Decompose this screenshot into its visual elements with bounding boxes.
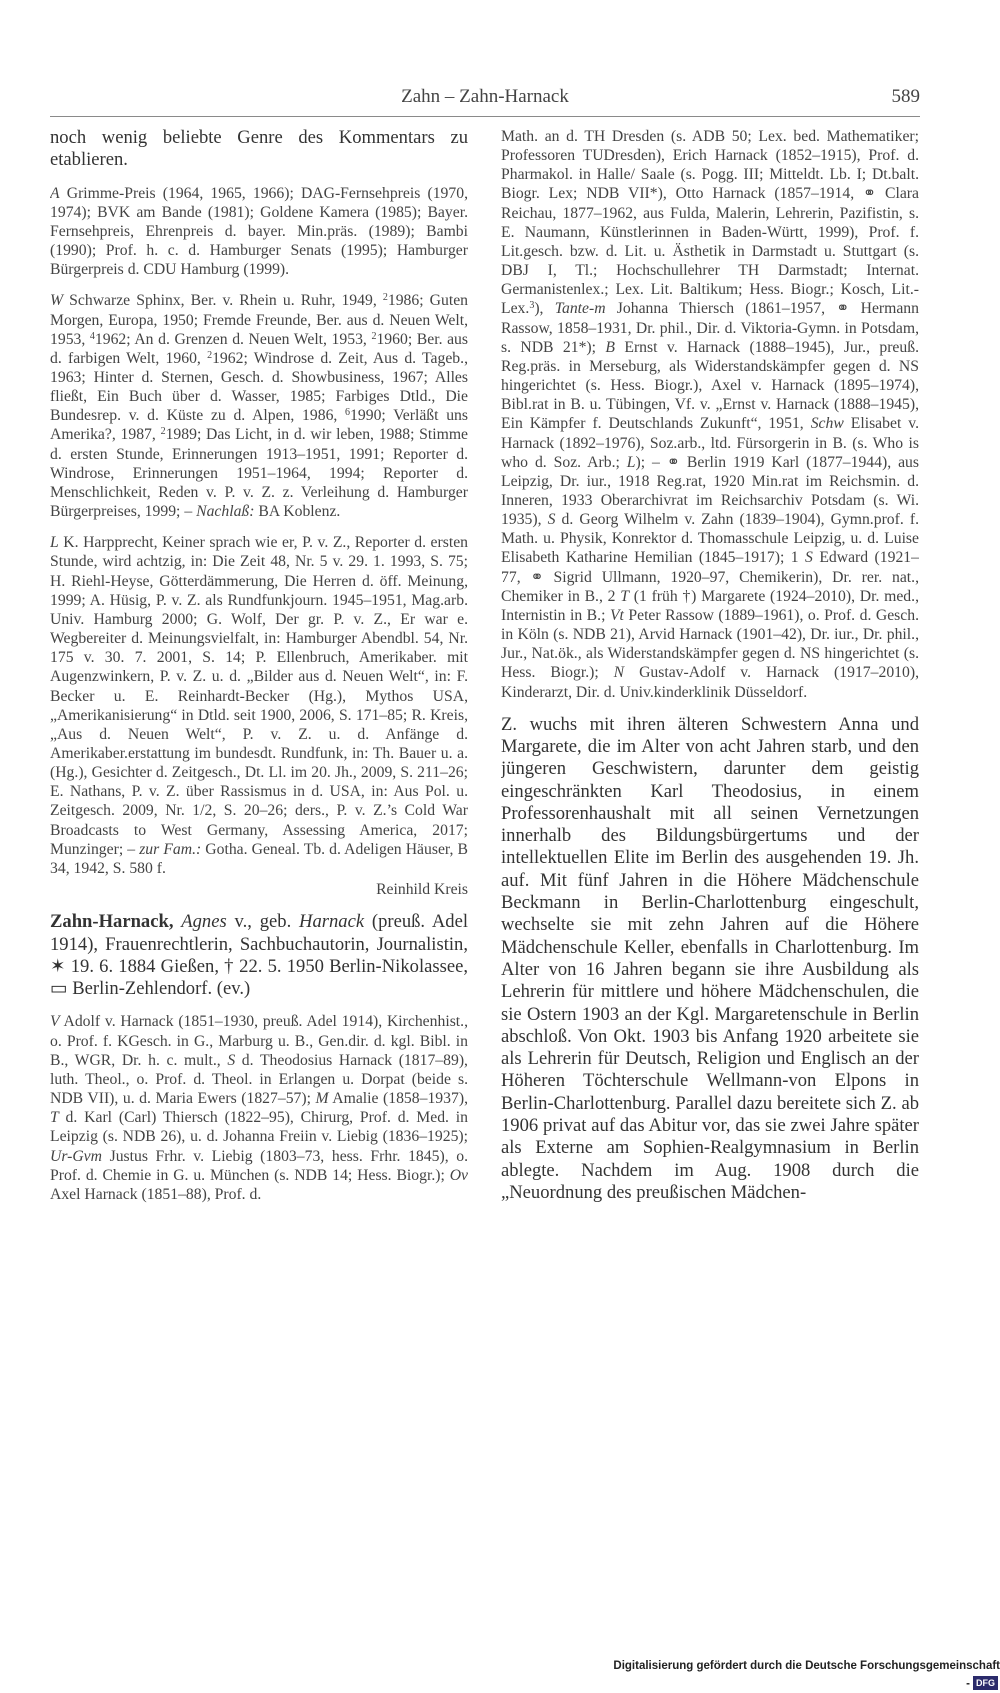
running-header [50,86,920,112]
entry-text: v., geb. [226,911,300,933]
genealogy-label: L [626,453,636,471]
works-text: 1986; Guten Morgen, Europa, 1950; Fremde Freunde, Ber. aus d. Neuen Welt, 1953, [50,292,468,348]
edition-sup: 4 [89,330,95,342]
awards-paragraph [50,184,468,280]
entry-heading [50,911,468,1000]
genealogy-paragraph [50,1012,468,1204]
biography-text: Z. wuchs mit ihren älteren Schwestern Anna und Margarete, die im Alter von acht Jahren starb, und den jüngeren Geschwistern, darunter dem geistig eingeschränkten Karl Theodosius, in einem Professorenhaushalt mit all seinen Vernetzungen innerhalb des Bildungsbürgertums und der intellektuellen Elite im Berlin des ausgehenden 19. Jh. auf. Mit fünf Jahren in die Höhere Mädchenschule Beckmann in Berlin-Charlottenburg eingeschult, wechselte sie mit zehn Jahren auf die Höhere Mädchenschule Keller, ebenfalls in Charlottenburg. Im Alter von 16 Jahren begann sie ihre Ausbildung als Lehrerin für mittlere und höhere Mädchenschulen, die sie Ostern 1903 an der Kgl. Margaretenschule in Berlin abschloß. Von Okt. 1903 bis Anfang 1920 arbeitete sie als Lehrerin für Deutsch, Religion und Englisch an der Höheren Töchterschule Wellmann-von Elpons in Berlin-Charlottenburg. Parallel dazu bereitete sich Z. ab 1906 privat auf das Abitur vor, das sie zwei Jahre später als Externe am Sophien-Realgymnasium in Berlin ablegte. Nachdem im Aug. 1908 durch die „Neuordnung des preußischen Mädchen- [501,713,919,1203]
genealogy-text: Edward (1921–77, ⚭ Sigrid Ullmann, 1920–97, Chemikerin), Dr. rer. nat., Chemiker in B., 2 [501,549,919,605]
edition-sup: 6 [345,407,351,419]
awards-label: A [50,184,60,202]
works-text: 1962; Windrose d. Zeit, Aus d. Tageb., 1963; Hinter d. Sternen, Gesch. d. Showbusiness, 1967; Alles fließt, Ein Buch über d. Wasser, 1985; Farbiges Dtld., Die Bundesrep. v. d. Küste zu d. Alpen, 1986, [50,349,468,425]
genealogy-text: d. Karl (Carl) Thiersch (1822–95), Chirurg, Prof. d. Med. in Leipzig (s. NDB 26), u. d. Johanna Freiin v. Liebig (1836–1925); [50,1109,468,1146]
genealogy-label: S [227,1051,236,1069]
genealogy-text: Axel Harnack (1851–88), Prof. d. [50,1185,262,1203]
credit-text: Digitalisierung gefördert durch die Deutsche Forschungsgemeinschaft - [613,1660,1000,1690]
entry-name: Zahn-Harnack, [50,911,174,933]
works-paragraph [50,291,468,521]
entry-maiden-name: Harnack [299,911,365,933]
works-label: W [50,292,64,310]
awards-text: Grimme-Preis (1964, 1965, 1966); DAG-Fernsehpreis (1970, 1974); BVK am Bande (1981); Goldene Kamera (1985); Bayer. Fernsehpreis, Ehrenpreis d. bayer. Min.präs. (1989); Bambi (1990); Prof. h. c. d. Hamburger Senats (1995); Hamburger Bürgerpreis d. CDU Hamburg (1999). [50,184,468,279]
genealogy-text: ); – ⚭ Berlin 1919 Karl (1877–1944), aus Leipzig, Dr. iur., 1918 Reg.rat, 1920 Min.rat im Reichsmin. d. Inneren, 1933 Oberarchivrat im Reichsarchiv Potsdam (s. Wi. 1935), [501,453,919,529]
header-divider [50,116,920,117]
genealogy-label: Schw [810,415,844,433]
genealogy-text: Math. an d. TH Dresden (s. ADB 50; Lex. bed. Mathematiker; Professoren TUDresden), Erich Harnack (1852–1915), Prof. d. Pharmakol. in Halle/ Saale (s. Pogg. III; Mitteldt. Lb. I; Dt.balt. Biogr. Lex; NDB VII*), Otto Harnack (1857–1914, ⚭ Clara Reichau, 1877–1962, aus Fulda, Malerin, Lehrerin, Pazifistin, s. E. Naumann, Künstlerinnen in Baden-Württ, 1999), Prof. f. Lit.gesch. bzw. d. Lit. u. Ästhetik in Darmstadt u. Stuttgart (s. DBJ I, Tl.; Hochschullehrer TH Darmstadt; Internat. Germanistenlex.; Lex. Lit. Baltikum; Hess. Biogr.; Kosch, Lit.-Lex. [501,128,919,318]
literature-text: Gotha. Geneal. Tb. d. Adeligen Häuser, B 34, 1942, S. 580 f. [50,840,468,877]
genealogy-text: Adolf v. Harnack (1851–1930, preuß. Adel 1914), Kirchenhist., o. Prof. f. KGesch. in G., Marburg u. B., Gen.dir. d. kgl. Bibl. in B., WGR, Dr. h. c. mult., [50,1013,468,1069]
dfg-logo: DFG [973,1676,998,1690]
family-label: zur Fam.: [139,840,202,858]
genealogy-text: (1 früh †) Margarete (1924–2010), Dr. med., Internistin in B.; [501,587,919,624]
edition-sup: 3 [529,300,535,312]
genealogy-text: Ernst v. Harnack (1888–1945), Jur., preuß. Reg.präs. in Merseburg, als Widerstandskämpfer gegen d. NS hingerichtet (s. Hess. Biogr.), Axel v. Harnack (1895–1974), Bibl.rat in B. u. Tübingen, Vf. v. „Ernst v. Harnack (1888–1945), Ein Kämpfer f. Deutschlands Zukunft“, 1951, [501,338,919,433]
literature-label: L [50,534,59,552]
left-column [50,127,468,1627]
literature-text: K. Harpprecht, Keiner sprach wie er, P. v. Z., Reporter d. ersten Stunde, wird achtzig, in: Die Zeit 48, Nr. 5 v. 29. 1. 1993, S. 75; H. Riehl-Heyse, Götterdämmerung, Die Herren d. öff. Meinung, 1999; A. Hüsig, P. v. Z. als Rundfunkjourn. 1945–1951, Mag.arb. Univ. Hamburg 2000; G. Wolf, Der gr. P. v. Z., Er war e. Wegbereiter d. Meinungsvielfalt, in: Hamburger Abendbl. 54, Nr. 175 v. 30. 7. 2001, S. 14; P. Ellenbruch, Amerikaber. mit Augenzwinkern, P. v. Z. u. d. „Bilder aus d. Neuen Welt“, in: F. Becker u. E. Reinhardt-Becker (Hg.), Mythos USA, „Amerikanisierung“ in Dtld. seit 1900, 2006, S. 171–85; R. Kreis, „Aus d. Neuen Welt“, P. v. Z. u. d. Anfänge d. Amerikaber.erstattung im bundesdt. Rundfunk, in: Th. Bauer u. a. (Hg.), Gesichter d. Zeitgesch., Dt. Ll. im 20. Jh., 2009, S. 211–26; E. Nathans, P. v. Z. über Rassismus in d. USA, in: Aus Pol. u. Zeitgesch. 2009, Nr. 1/2, S. 20–26; ders., P. v. Z.’s Cold War Broadcasts to West Germany, Assessing America, 2017; Munzinger; – [50,534,468,858]
digitization-credit [608,1657,1000,1690]
genealogy-continued [501,127,919,702]
header-title: Zahn – Zahn-Harnack [401,86,569,107]
works-text: 1990; Verläßt uns Amerika?, 1987, [50,407,468,444]
genealogy-text: Elisabet v. Harnack (1892–1976), Soz.arb., ltd. Fürsorgerin in B. (s. Who is who d. Soz. Arb.; [501,415,919,471]
works-text: 1989; Das Licht, in d. wir leben, 1988; Stimme d. ersten Stunde, Erinnerungen 1913–1951, 1991; Reporter d. Windrose, Erinnerungen 1951–1964, 1994; Reporter d. Menschlichkeit, Reden v. P. v. Z. z. Verleihung d. Hamburger Bürgerpreises, 1999; – [50,426,468,521]
works-text: 1962; An d. Grenzen d. Neuen Welt, 1953, [94,330,372,348]
edition-sup: 2 [371,330,377,342]
genealogy-label: Vt [609,606,624,624]
nachlass-label: Nachlaß: [196,503,255,521]
author-signature: Reinhild Kreis [376,881,468,899]
genealogy-text: Gustav-Adolf v. Harnack (1917–2010), Kinderarzt, Dir. d. Univ.kinderklinik Düsseldorf. [501,664,919,701]
right-column [501,127,919,1627]
genealogy-label: Tante-m [554,300,606,318]
genealogy-label: V [50,1013,60,1031]
genealogy-label: N [613,664,625,682]
genealogy-label: Ov [449,1166,468,1184]
genealogy-text: d. Theodosius Harnack (1817–89), luth. Theol., o. Prof. d. Theol. in Erlangen u. Dorpat (beide s. NDB VII), u. d. Maria Ewers (1827–57); [50,1051,468,1108]
genealogy-label: M [315,1090,329,1108]
edition-sup: 2 [382,292,388,304]
works-text: 1960; Ber. aus d. farbigen Welt, 1960, [50,330,468,367]
works-text: Schwarze Sphinx, Ber. v. Rhein u. Ruhr, 1949, [63,292,383,310]
genealogy-label: S [805,549,813,567]
intro-text: noch wenig beliebte Genre des Kommentars zu etablieren. [50,127,468,171]
genealogy-label: T [620,587,629,605]
entry-given-name: Agnes [181,911,227,933]
genealogy-label: B [605,338,615,356]
page-number: 589 [891,86,920,107]
genealogy-label: T [50,1109,59,1127]
genealogy-text: Johanna Thiersch (1861–1957, ⚭ Hermann Rassow, 1858–1931, Dr. phil., Dir. d. Viktoria-Gymn. in Potsdam, s. NDB 21*); [501,300,919,356]
works-text: BA Koblenz. [254,503,341,521]
genealogy-text: d. Georg Wilhelm v. Zahn (1839–1904), Gymn.prof. f. Math. u. Physik, Konrektor d. Thomasschule Leipzig, u. d. Luise Elisabeth Katharine Hemilian (1845–1917); 1 [501,511,919,567]
entry-text: (preuß. Adel 1914), Frauenrechtlerin, Sachbuchautorin, Journalistin, ✶ 19. 6. 1884 Gießen, † 22. 5. 1950 Berlin-Nikolassee, ▭ Berlin-Zehlendorf. (ev.) [50,911,468,1000]
genealogy-text: Peter Rassow (1889–1961), o. Prof. d. Gesch. in Köln (s. NDB 21), Arvid Harnack (1901–42), Dr. iur., Dr. phil., Jur., Nat.ök., als Widerstandskämpfer gegen d. NS hingerichtet (s. Hess. Biogr.); [501,606,919,682]
edition-sup: 2 [207,349,213,361]
genealogy-label: S [547,511,556,529]
edition-sup: 2 [160,426,166,438]
literature-paragraph [50,533,468,878]
genealogy-text: Amalie (1858–1937), [328,1090,468,1108]
genealogy-label: Ur-Gvm [50,1147,102,1165]
genealogy-text: ), [534,300,555,318]
genealogy-text: Justus Frhr. v. Liebig (1803–73, hess. Frhr. 1845), o. Prof. d. Chemie in G. u. München (s. NDB 14; Hess. Biogr.); [50,1147,468,1184]
